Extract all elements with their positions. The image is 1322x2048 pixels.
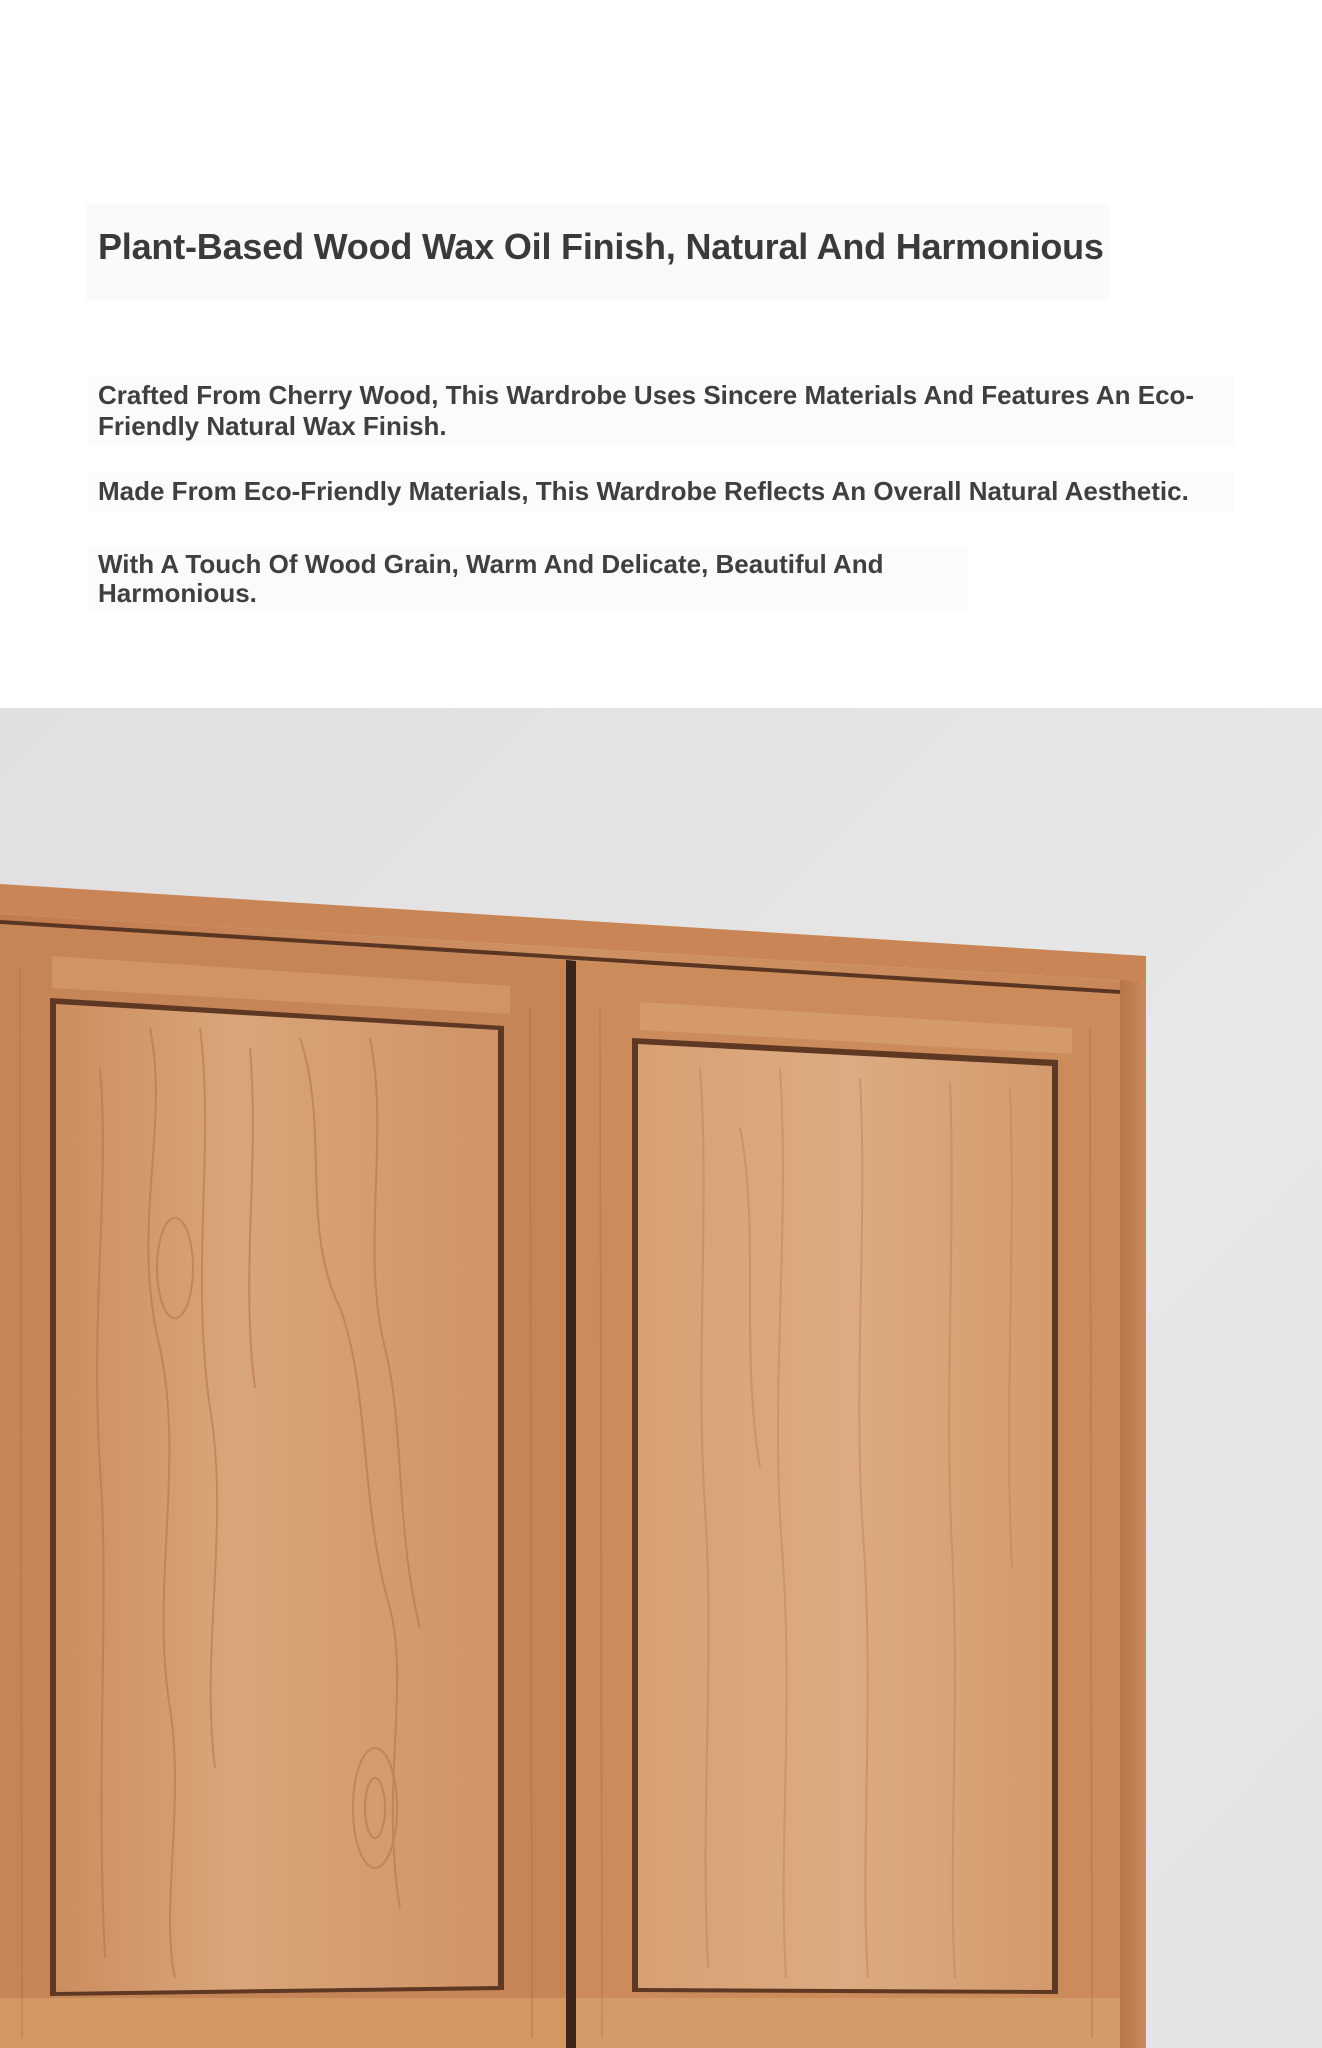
door-gap bbox=[566, 960, 576, 2048]
description-section bbox=[0, 0, 1322, 708]
paragraph-cherry-wood: Crafted From Cherry Wood, This Wardrobe Uses Sincere Materials And Features An Eco-Friendly Natural Wax Finish. bbox=[88, 376, 1234, 446]
paragraph-eco-materials: Made From Eco-Friendly Materials, This Wardrobe Reflects An Overall Natural Aesthetic. bbox=[88, 472, 1234, 511]
wardrobe-illustration bbox=[0, 708, 1322, 2048]
wardrobe-side bbox=[1120, 980, 1146, 2048]
paragraph-wood-grain: With A Touch Of Wood Grain, Warm And Delicate, Beautiful And Harmonious. bbox=[88, 546, 968, 612]
left-door-panel bbox=[56, 1004, 498, 1992]
headline-title: Plant-Based Wood Wax Oil Finish, Natural And Harmonious bbox=[98, 226, 1104, 267]
headline-banner bbox=[86, 204, 1110, 300]
right-door-panel bbox=[638, 1044, 1052, 1990]
wardrobe-photo bbox=[0, 708, 1322, 2048]
